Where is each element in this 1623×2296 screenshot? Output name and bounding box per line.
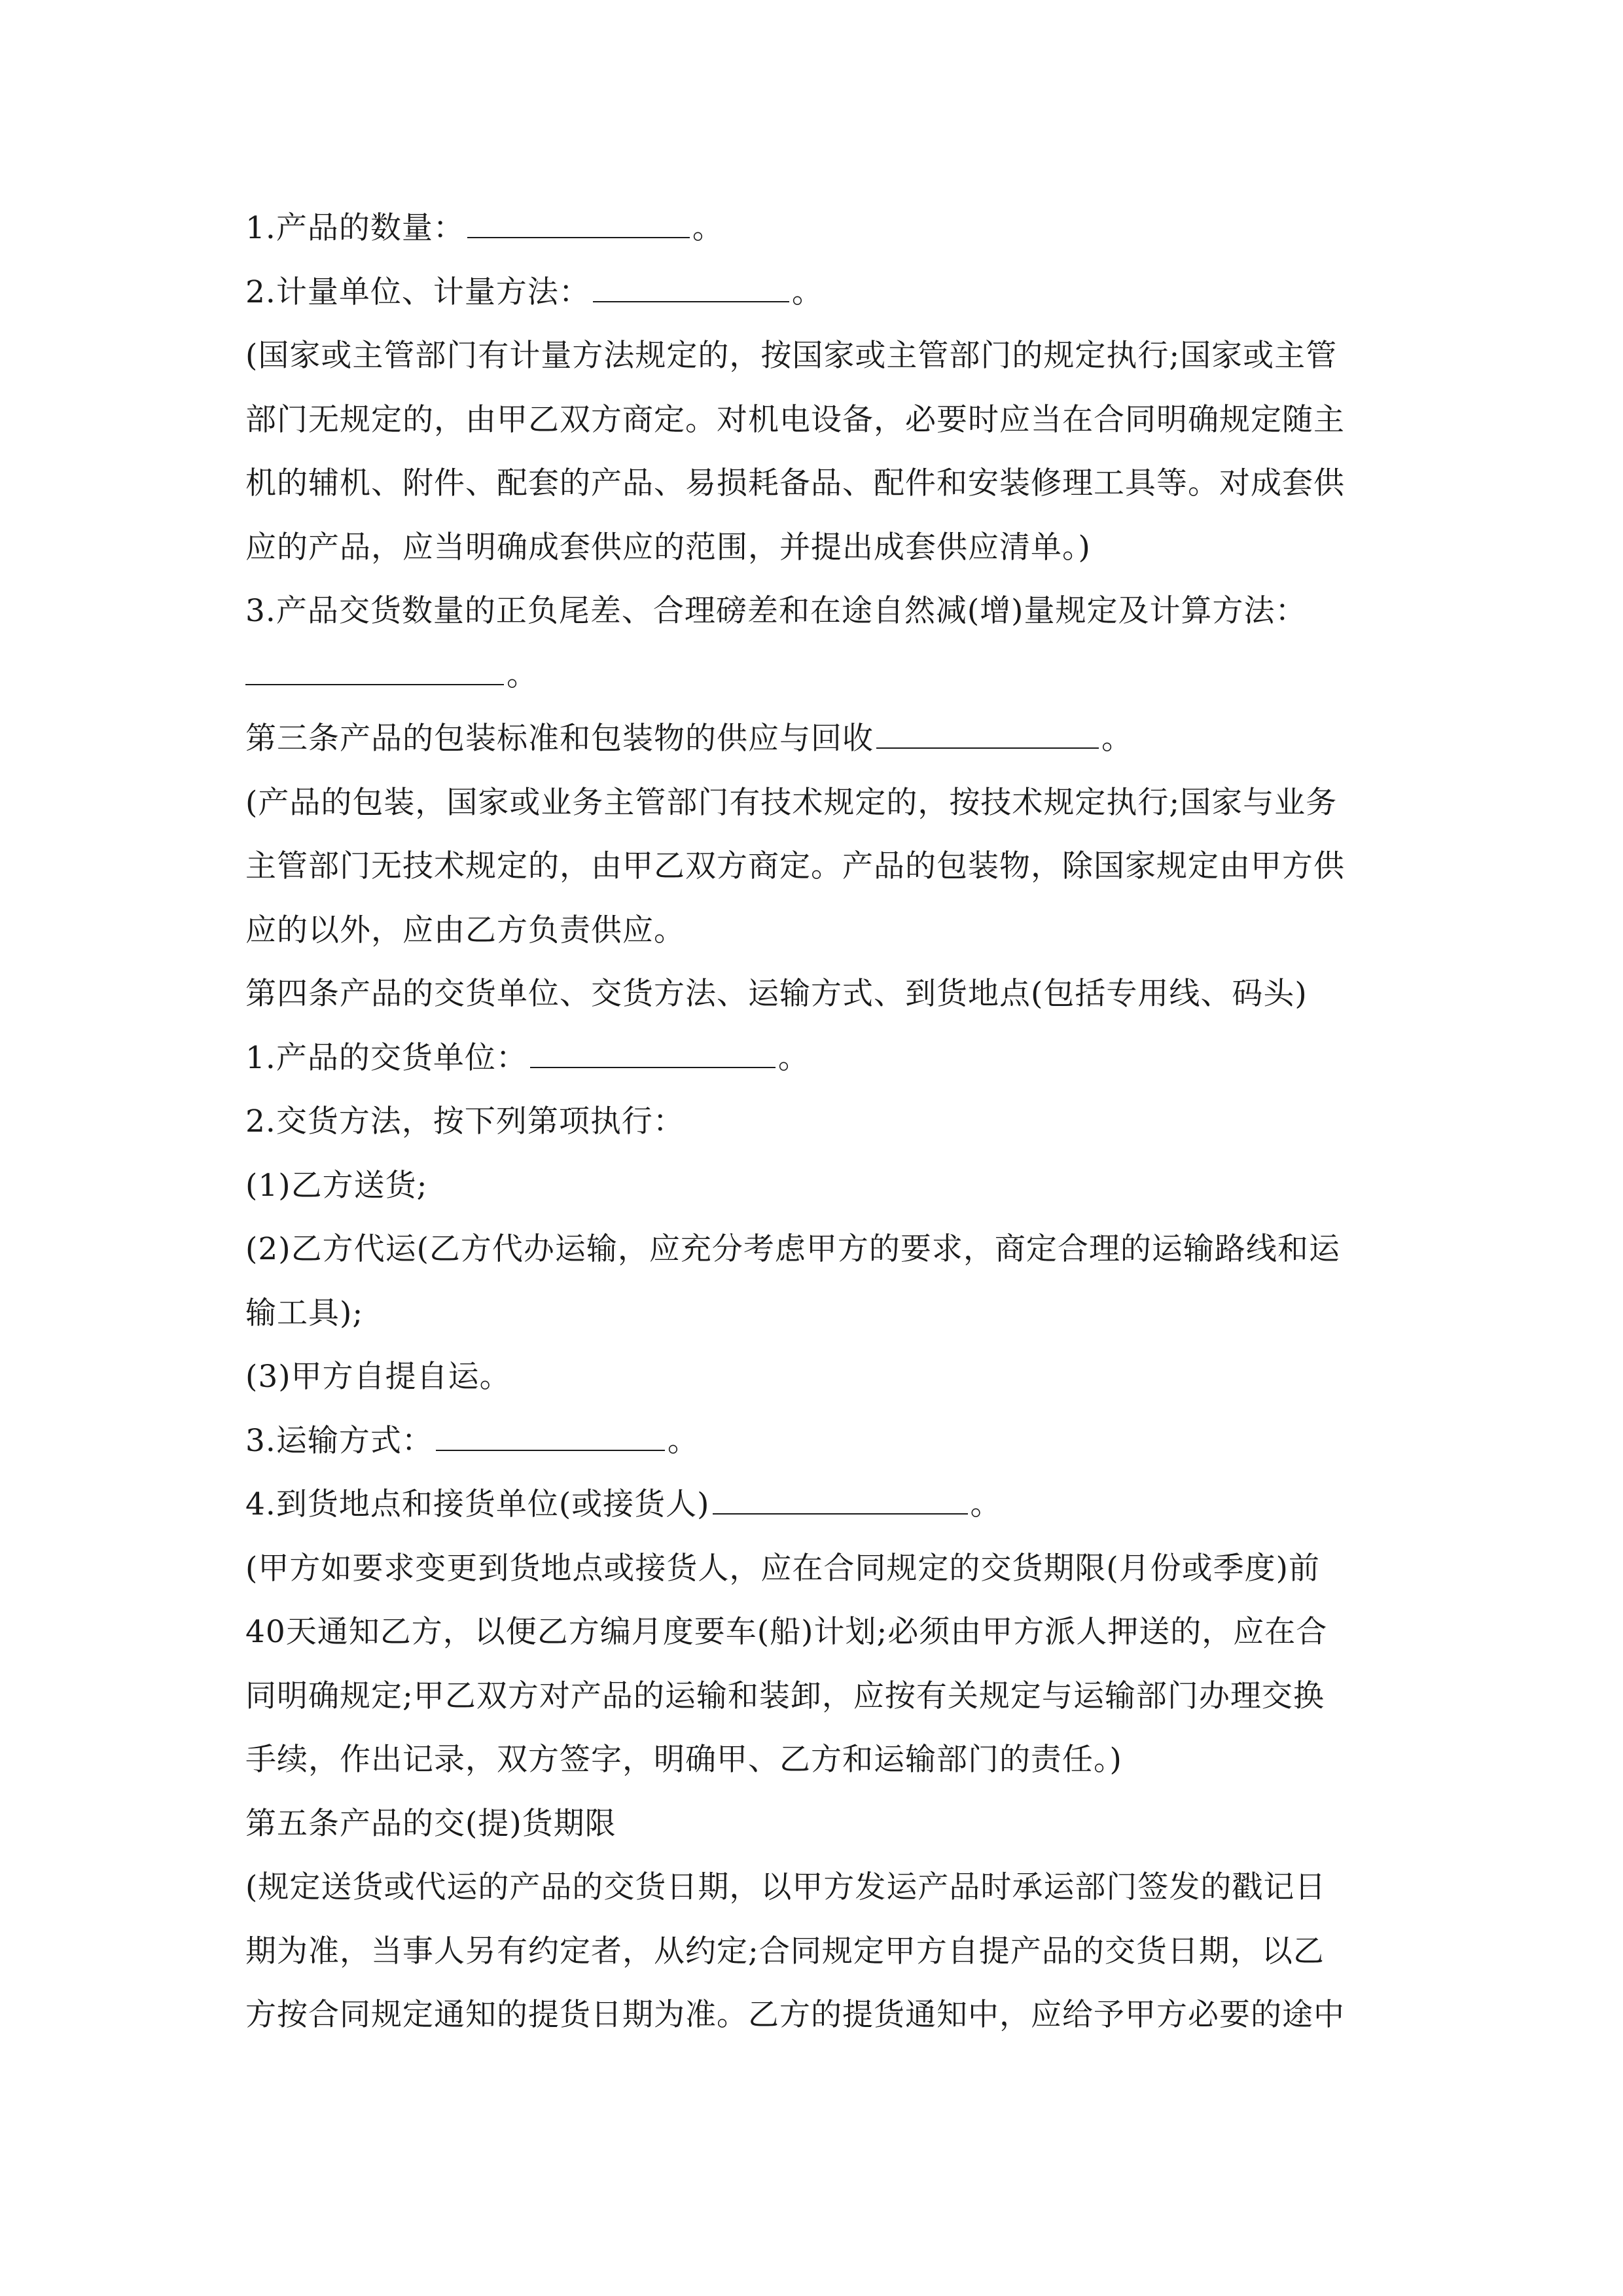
fill-blank (593, 275, 789, 302)
clause-line: 期为准，当事人另有约定者，从约定;合同规定甲方自提产品的交货日期，以乙 (245, 1933, 1325, 1969)
clause-line: (3)甲方自提自运。 (245, 1359, 511, 1395)
clause-line: 部门无规定的，由甲乙双方商定。对机电设备，必要时应当在合同明确规定随主 (245, 401, 1345, 438)
clause-line: 2.交货方法，按下列第项执行： (245, 1103, 685, 1139)
clause-line: (1)乙方送货; (245, 1167, 428, 1204)
clause-line: 。 (245, 643, 1378, 708)
fill-blank (530, 1041, 776, 1068)
clause-line: 方按合同规定通知的提货日期为准。乙方的提货通知中，应给予甲方必要的途中 (245, 1997, 1345, 2033)
fill-blank (467, 211, 690, 238)
clause-line: 同明确规定;甲乙双方对产品的运输和装卸，应按有关规定与运输部门办理交换 (245, 1677, 1325, 1714)
article-heading: 第三条产品的包装标准和包装物的供应与回收 。 (245, 721, 1133, 757)
clause-line: 40天通知乙方，以便乙方编月度要车(船)计划;必须由甲方派人押送的，应在合 (245, 1614, 1328, 1650)
clause-line: 1.产品的数量： 。 (245, 210, 724, 246)
clause-line: 机的辅机、附件、配套的产品、易损耗备品、配件和安装修理工具等。对成套供 (245, 465, 1345, 501)
fill-blank (876, 721, 1099, 749)
fill-blank (436, 1424, 665, 1451)
article-heading: 第四条产品的交货单位、交货方法、运输方式、到货地点(包括专用线、码头) (245, 976, 1308, 1012)
clause-line: 主管部门无技术规定的，由甲乙双方商定。产品的包装物，除国家规定由甲方供 (245, 848, 1345, 884)
clause-line: 手续，作出记录，双方签字，明确甲、乙方和运输部门的责任。) (245, 1742, 1122, 1778)
clause-line: 应的以外，应由乙方负责供应。 (245, 912, 685, 948)
article-heading: 第五条产品的交(提)货期限 (245, 1805, 616, 1842)
clause-line: (产品的包装，国家或业务主管部门有技术规定的，按技术规定执行;国家与业务 (245, 784, 1338, 821)
clause-line: 4.到货地点和接货单位(或接货人) 。 (245, 1486, 1002, 1522)
clause-line: (国家或主管部门有计量方法规定的，按国家或主管部门的规定执行;国家或主管 (245, 338, 1338, 374)
clause-line: 1.产品的交货单位： 。 (245, 1039, 810, 1076)
document-body (245, 196, 1378, 2047)
clause-line: 3.产品交货数量的正负尾差、合理磅差和在途自然减(增)量规定及计算方法： (245, 593, 1307, 629)
clause-line: 2.计量单位、计量方法： 。 (245, 274, 823, 310)
clause-line: (甲方如要求变更到货地点或接货人，应在合同规定的交货期限(月份或季度)前 (245, 1550, 1321, 1587)
fill-blank (245, 658, 504, 685)
clause-line: (规定送货或代运的产品的交货日期，以甲方发运产品时承运部门签发的戳记日 (245, 1869, 1327, 1905)
clause-line: 应的产品，应当明确成套供应的范围，并提出成套供应清单。) (245, 529, 1091, 565)
fill-blank (713, 1487, 968, 1515)
clause-line: 输工具); (245, 1295, 364, 1331)
clause-line: (2)乙方代运(乙方代办运输，应充分考虑甲方的要求，商定合理的运输路线和运 (245, 1231, 1340, 1267)
clause-line: 3.运输方式： 。 (245, 1422, 699, 1459)
